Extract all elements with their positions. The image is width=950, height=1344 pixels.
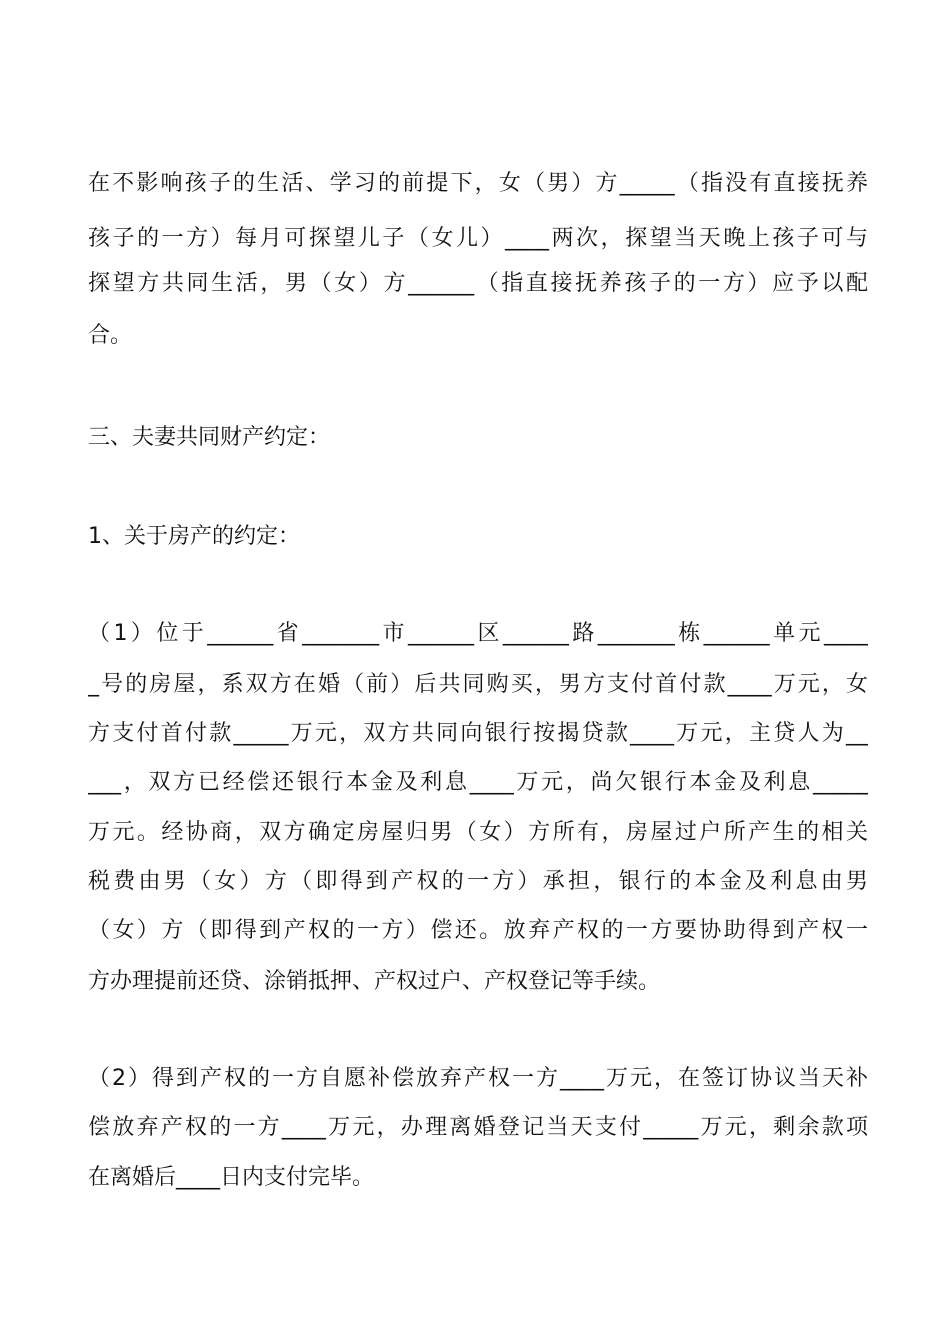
text-line: 税费由男（女）方（即得到产权的一方）承担，银行的本金及利息由男: [88, 869, 868, 894]
text-line: 合。: [88, 323, 133, 348]
text-line: （1）位于______省_______市______区______路_______栋______单元____: [88, 621, 868, 646]
text-line: ___，双方已经偿还银行本金及利息____万元，尚欠银行本金及利息_____: [88, 770, 868, 795]
text-line: 方办理提前还贷、涂销抵押、产权过户、产权登记等手续。: [88, 969, 661, 994]
text-line: _号的房屋，系双方在婚（前）后共同购买，男方支付首付款____万元，女: [88, 672, 868, 697]
text-line: 孩子的一方）每月可探望儿子（女儿）____两次，探望当天晚上孩子可与: [88, 226, 868, 251]
section-heading: 三、夫妻共同财产约定：: [88, 425, 331, 450]
text-line: （2）得到产权的一方自愿补偿放弃产权一方____万元，在签订协议当天补: [88, 1066, 868, 1091]
text-line: 在离婚后____日内支付完毕。: [88, 1165, 375, 1190]
text-line: 万元。经协商，双方确定房屋归男（女）方所有，房屋过户所产生的相关: [88, 820, 868, 845]
text-line: （女）方（即得到产权的一方）偿还。放弃产权的一方要协助得到产权一: [88, 918, 868, 943]
item-heading: 1、关于房产的约定：: [88, 524, 300, 549]
text-line: 方支付首付款_____万元，双方共同向银行按揭贷款____万元，主贷人为__: [88, 721, 868, 746]
text-line: 探望方共同生活，男（女）方______（指直接抚养孩子的一方）应予以配: [88, 271, 868, 296]
text-line: 在不影响孩子的生活、学习的前提下，女（男）方_____（指没有直接抚养: [88, 171, 868, 196]
text-line: 偿放弃产权的一方____万元，办理离婚登记当天支付_____万元，剩余款项: [88, 1115, 868, 1140]
